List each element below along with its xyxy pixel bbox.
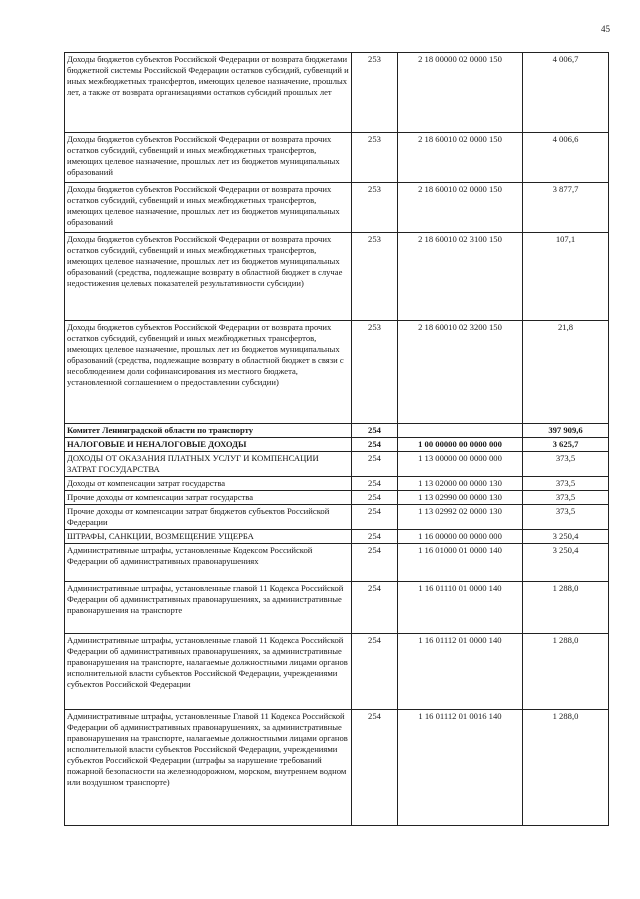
amount: 373,5 <box>523 505 609 530</box>
amount: 3 625,7 <box>523 438 609 452</box>
table-row <box>65 477 609 491</box>
revenue-description: Административные штрафы, установленные главой 11 Кодекса Российской Федерации об административных правонарушениях, за административные правонарушения на транспорте, налагаемые должностными лицами органов исполнительной власти субъектов Российской Федерации, учреждениями субъектов Российской Федерации <box>65 634 352 710</box>
table-row <box>65 582 609 634</box>
budget-classification-code: 1 13 02990 00 0000 130 <box>398 491 523 505</box>
amount: 1 288,0 <box>523 710 609 826</box>
table-row <box>65 452 609 477</box>
budget-revenue-table <box>64 52 609 826</box>
table-row <box>65 424 609 438</box>
revenue-description: Административные штрафы, установленные Главой 11 Кодекса Российской Федерации об административных правонарушениях, за административные правонарушения на транспорте, налагаемые должностными лицами органов исполнительной власти субъектов Российской Федерации, учреждениями субъектов Российской Федерации (штрафы за нарушение требований пожарной безопасности на железнодорожном, морском, внутреннем водном или воздушном транспорте) <box>65 710 352 826</box>
admin-code: 254 <box>352 530 398 544</box>
table-row <box>65 544 609 582</box>
amount: 1 288,0 <box>523 634 609 710</box>
budget-classification-code: 1 16 01112 01 0016 140 <box>398 710 523 826</box>
table-row <box>65 321 609 424</box>
budget-classification-code: 2 18 60010 02 0000 150 <box>398 133 523 183</box>
budget-classification-code: 2 18 60010 02 3200 150 <box>398 321 523 424</box>
admin-code: 254 <box>352 438 398 452</box>
amount: 3 250,4 <box>523 530 609 544</box>
admin-code: 253 <box>352 133 398 183</box>
admin-code: 253 <box>352 53 398 133</box>
amount: 3 877,7 <box>523 183 609 233</box>
budget-classification-code: 2 18 60010 02 3100 150 <box>398 233 523 321</box>
amount: 373,5 <box>523 491 609 505</box>
budget-classification-code: 1 16 01110 01 0000 140 <box>398 582 523 634</box>
revenue-description: Административные штрафы, установленные главой 11 Кодекса Российской Федерации об административных правонарушениях, за административные правонарушения на транспорте <box>65 582 352 634</box>
amount: 4 006,6 <box>523 133 609 183</box>
admin-code: 254 <box>352 505 398 530</box>
admin-code: 254 <box>352 424 398 438</box>
budget-classification-code: 1 13 00000 00 0000 000 <box>398 452 523 477</box>
revenue-description: Доходы от компенсации затрат государства <box>65 477 352 491</box>
amount: 107,1 <box>523 233 609 321</box>
budget-classification-code: 1 13 02000 00 0000 130 <box>398 477 523 491</box>
budget-classification-code: 2 18 00000 02 0000 150 <box>398 53 523 133</box>
admin-code: 254 <box>352 477 398 491</box>
admin-code: 253 <box>352 233 398 321</box>
page-number: 45 <box>601 24 610 34</box>
table-row <box>65 530 609 544</box>
revenue-description: НАЛОГОВЫЕ И НЕНАЛОГОВЫЕ ДОХОДЫ <box>65 438 352 452</box>
table-row <box>65 438 609 452</box>
budget-classification-code <box>398 424 523 438</box>
admin-code: 254 <box>352 491 398 505</box>
table-row <box>65 710 609 826</box>
budget-classification-code: 1 00 00000 00 0000 000 <box>398 438 523 452</box>
budget-table-body <box>65 53 609 826</box>
admin-code: 254 <box>352 544 398 582</box>
revenue-description: Доходы бюджетов субъектов Российской Федерации от возврата прочих остатков субсидий, субвенций и иных межбюджетных трансфертов, имеющих целевое назначение, прошлых лет из бюджетов муниципальных образований (средства, подлежащие возврату в областной бюджет в случае недостижения целевых показателей результативности субсидии) <box>65 233 352 321</box>
amount: 21,8 <box>523 321 609 424</box>
table-row <box>65 505 609 530</box>
budget-classification-code: 1 16 01000 01 0000 140 <box>398 544 523 582</box>
admin-code: 254 <box>352 634 398 710</box>
budget-classification-code: 1 16 00000 00 0000 000 <box>398 530 523 544</box>
amount: 397 909,6 <box>523 424 609 438</box>
table-row <box>65 634 609 710</box>
amount: 4 006,7 <box>523 53 609 133</box>
admin-code: 254 <box>352 582 398 634</box>
budget-classification-code: 2 18 60010 02 0000 150 <box>398 183 523 233</box>
revenue-description: Доходы бюджетов субъектов Российской Федерации от возврата прочих остатков субсидий, субвенций и иных межбюджетных трансфертов, имеющих целевое назначение, прошлых лет из бюджетов муниципальных образований <box>65 183 352 233</box>
amount: 1 288,0 <box>523 582 609 634</box>
revenue-description: Прочие доходы от компенсации затрат государства <box>65 491 352 505</box>
admin-code: 253 <box>352 183 398 233</box>
budget-classification-code: 1 16 01112 01 0000 140 <box>398 634 523 710</box>
admin-code: 254 <box>352 710 398 826</box>
admin-code: 253 <box>352 321 398 424</box>
revenue-description: Доходы бюджетов субъектов Российской Федерации от возврата прочих остатков субсидий, субвенций и иных межбюджетных трансфертов, имеющих целевое назначение, прошлых лет из бюджетов муниципальных образований <box>65 133 352 183</box>
admin-code: 254 <box>352 452 398 477</box>
revenue-description: Административные штрафы, установленные Кодексом Российской Федерации об административных правонарушениях <box>65 544 352 582</box>
revenue-description: ШТРАФЫ, САНКЦИИ, ВОЗМЕЩЕНИЕ УЩЕРБА <box>65 530 352 544</box>
amount: 3 250,4 <box>523 544 609 582</box>
revenue-description: Доходы бюджетов субъектов Российской Федерации от возврата прочих остатков субсидий, субвенций и иных межбюджетных трансфертов, имеющих целевое назначение, прошлых лет из бюджетов муниципальных образований (средства, подлежащие возврату в областной бюджет в связи с несоблюдением доли софинансирования из местного бюджета, установленной соглашением о предоставлении субсидии) <box>65 321 352 424</box>
amount: 373,5 <box>523 477 609 491</box>
revenue-description: Комитет Ленинградской области по транспорту <box>65 424 352 438</box>
table-row <box>65 183 609 233</box>
table-row <box>65 491 609 505</box>
revenue-description: ДОХОДЫ ОТ ОКАЗАНИЯ ПЛАТНЫХ УСЛУГ И КОМПЕНСАЦИИ ЗАТРАТ ГОСУДАРСТВА <box>65 452 352 477</box>
table-row <box>65 133 609 183</box>
budget-classification-code: 1 13 02992 02 0000 130 <box>398 505 523 530</box>
amount: 373,5 <box>523 452 609 477</box>
table-row <box>65 53 609 133</box>
revenue-description: Доходы бюджетов субъектов Российской Федерации от возврата бюджетами бюджетной системы Российской Федерации остатков субсидий, субвенций и иных межбюджетных трансфертов, имеющих целевое назначение, прошлых лет, а также от возврата организациями остатков субсидий прошлых лет <box>65 53 352 133</box>
table-row <box>65 233 609 321</box>
revenue-description: Прочие доходы от компенсации затрат бюджетов субъектов Российской Федерации <box>65 505 352 530</box>
